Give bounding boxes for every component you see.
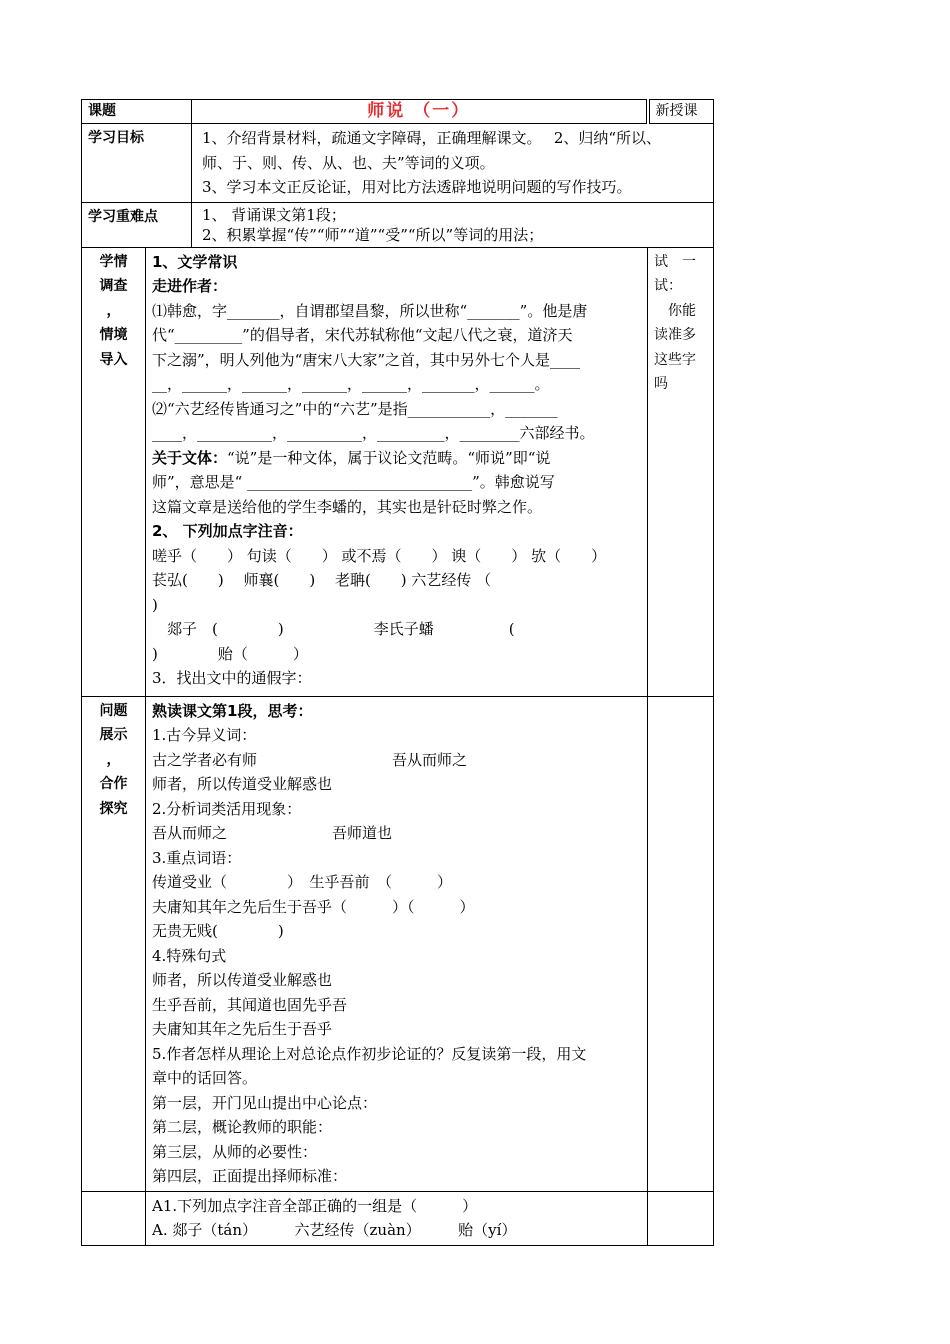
goals-label: 学习目标	[82, 124, 192, 203]
exercise-line: A1.下列加点字注音全部正确的一组是（ ）	[152, 1196, 478, 1215]
inquiry-line: 生乎吾前，其闻道也固先乎吾	[152, 995, 348, 1014]
inquiry-line: 章中的话回答。	[152, 1069, 258, 1087]
lesson-type: 新授课	[648, 100, 714, 124]
inquiry-line: 第二层，概论教师的职能：	[152, 1118, 333, 1136]
inquiry-line: 夫庸知其年之先后生于吾乎	[152, 1020, 333, 1038]
genre-text: “说”是一种文体，属于议论文范畴。“师说”即“说	[227, 448, 551, 467]
inquiry-line: 师者，所以传道受业解惑也	[152, 971, 333, 989]
side-text: 探究	[99, 800, 128, 817]
author-line: ⑴韩愈，字_______，自谓郡望昌黎，所以世称“_______”。他是唐	[152, 301, 588, 320]
note-text: 试 一	[654, 253, 696, 270]
section-exercise-row	[82, 1191, 714, 1245]
pinyin-line: ) 贻（ ）	[152, 644, 308, 663]
side-text: 展示	[99, 727, 128, 743]
goal-line: 师、于、则、传、从、也、夫”等词的义项。	[202, 153, 495, 172]
inquiry-note-cell	[648, 696, 714, 1191]
section-situation-content	[146, 247, 648, 696]
genre-line	[152, 446, 641, 471]
section-exercise-content	[146, 1191, 648, 1245]
tongjia-question: 3．找出文中的通假字：	[152, 669, 312, 687]
side-text: 学情	[99, 253, 128, 270]
note-text: 吗	[654, 376, 668, 392]
inquiry-line: 第四层，正面提出择师标准：	[152, 1167, 348, 1185]
inquiry-line: 无贵无贱( )	[152, 922, 284, 940]
inquiry-line: 第一层，开门见山提出中心论点：	[152, 1093, 378, 1112]
goal-line: 1、介绍背景材料，疏通文字障碍，正确理解课文。 2、归纳“所以、	[202, 129, 662, 147]
author-line: 下之溺”，明人列他为“唐宋八大家”之首，其中另外七个人是____	[152, 350, 581, 369]
exercise-side-cell	[82, 1191, 146, 1245]
genre-label: 关于文体：	[152, 448, 228, 467]
note-text: 试：	[654, 278, 682, 294]
note-text: 这些字	[654, 351, 696, 368]
title-row	[82, 100, 714, 124]
pinyin-line: 苌弘( ) 师襄( ) 老聃( ) 六艺经传 （	[152, 571, 492, 589]
exercise-line: A. 郯子（tán） 六艺经传（zuàn） 贻（yí）	[152, 1221, 517, 1239]
inquiry-line: 4.特殊句式	[152, 946, 227, 965]
author-line: __，______，______，______，______，_______，______。	[152, 375, 550, 393]
section-situation-row	[82, 247, 714, 696]
inquiry-line: 3.重点词语：	[152, 848, 242, 867]
inquiry-line: 第三层，从师的必要性：	[152, 1142, 318, 1161]
inquiry-line: 吾从而师之 吾师道也	[152, 824, 393, 842]
side-text: 情境	[99, 327, 128, 343]
genre-line: 师”，意思是“ ______________________________”。韩愈说写	[152, 473, 555, 491]
inquiry-line: 夫庸知其年之先后生于吾乎（ ）（ ）	[152, 897, 475, 916]
goal-line: 3、学习本文正反论证，用对比方法透辟地说明问题的写作技巧。	[202, 178, 632, 196]
side-text: 问题	[99, 702, 128, 719]
focus-row	[82, 202, 714, 247]
side-text: 导入	[99, 351, 128, 368]
literature-heading: 1、文学常识	[152, 252, 238, 271]
inquiry-line: 5.作者怎样从理论上对总论点作初步论证的？反复读第一段，用文	[152, 1044, 587, 1063]
goals-content	[192, 124, 714, 203]
inquiry-line: 古之学者必有师 吾从而师之	[152, 750, 468, 769]
inquiry-line: 2.分析词类活用现象：	[152, 799, 302, 818]
pinyin-heading: 2、 下列加点字注音：	[152, 522, 303, 540]
author-line: ⑵“六艺经传皆通习之”中的“六艺”是指___________，_______	[152, 399, 558, 418]
pinyin-line: )	[152, 595, 158, 614]
side-text: 调查	[99, 278, 128, 294]
section-situation-label	[82, 247, 146, 696]
side-text: ，	[106, 302, 121, 319]
focus-line: 2、积累掌握“传”“师”“道”“受”“所以”等词的用法；	[202, 225, 544, 244]
section-inquiry-row	[82, 696, 714, 1191]
note-text: 读准多	[654, 327, 696, 343]
lesson-title: 师说 （一）	[192, 100, 648, 124]
focus-label: 学习重难点	[82, 202, 192, 247]
side-text: ，	[106, 751, 121, 768]
pinyin-line: 郯子 ( ) 李氏子蟠 (	[152, 620, 515, 638]
section-inquiry-label	[82, 696, 146, 1191]
author-line: 代“_________”的倡导者，宋代苏轼称他“文起八代之衰，道济天	[152, 326, 573, 344]
focus-line: 1、 背诵课文第1段；	[202, 205, 346, 224]
goals-row	[82, 124, 714, 203]
side-text: 合作	[99, 776, 128, 792]
inquiry-line: 传道受业（ ） 生乎吾前 （ ）	[152, 873, 453, 891]
inquiry-line: 师者，所以传道受业解惑也	[152, 775, 333, 793]
lesson-plan-table	[81, 99, 714, 1246]
pinyin-line: 嗟乎（ ） 句读（ ） 或不焉（ ） 谀（ ） 欤（ ）	[152, 546, 607, 565]
focus-content	[192, 202, 714, 247]
try-it-note	[648, 247, 714, 696]
genre-line: 这篇文章是送给他的学生李蟠的，其实也是针砭时弊之作。	[152, 497, 543, 516]
author-line: ____，__________，__________，_________，________六部经书。	[152, 424, 595, 442]
inquiry-heading: 熟读课文第1段，思考：	[152, 701, 313, 720]
author-heading: 走进作者：	[152, 277, 228, 295]
topic-label: 课题	[82, 100, 192, 124]
note-text: 你能	[654, 302, 696, 319]
inquiry-line: 1.古今异义词：	[152, 726, 257, 744]
section-inquiry-content	[146, 696, 648, 1191]
exercise-note-cell	[648, 1191, 714, 1245]
